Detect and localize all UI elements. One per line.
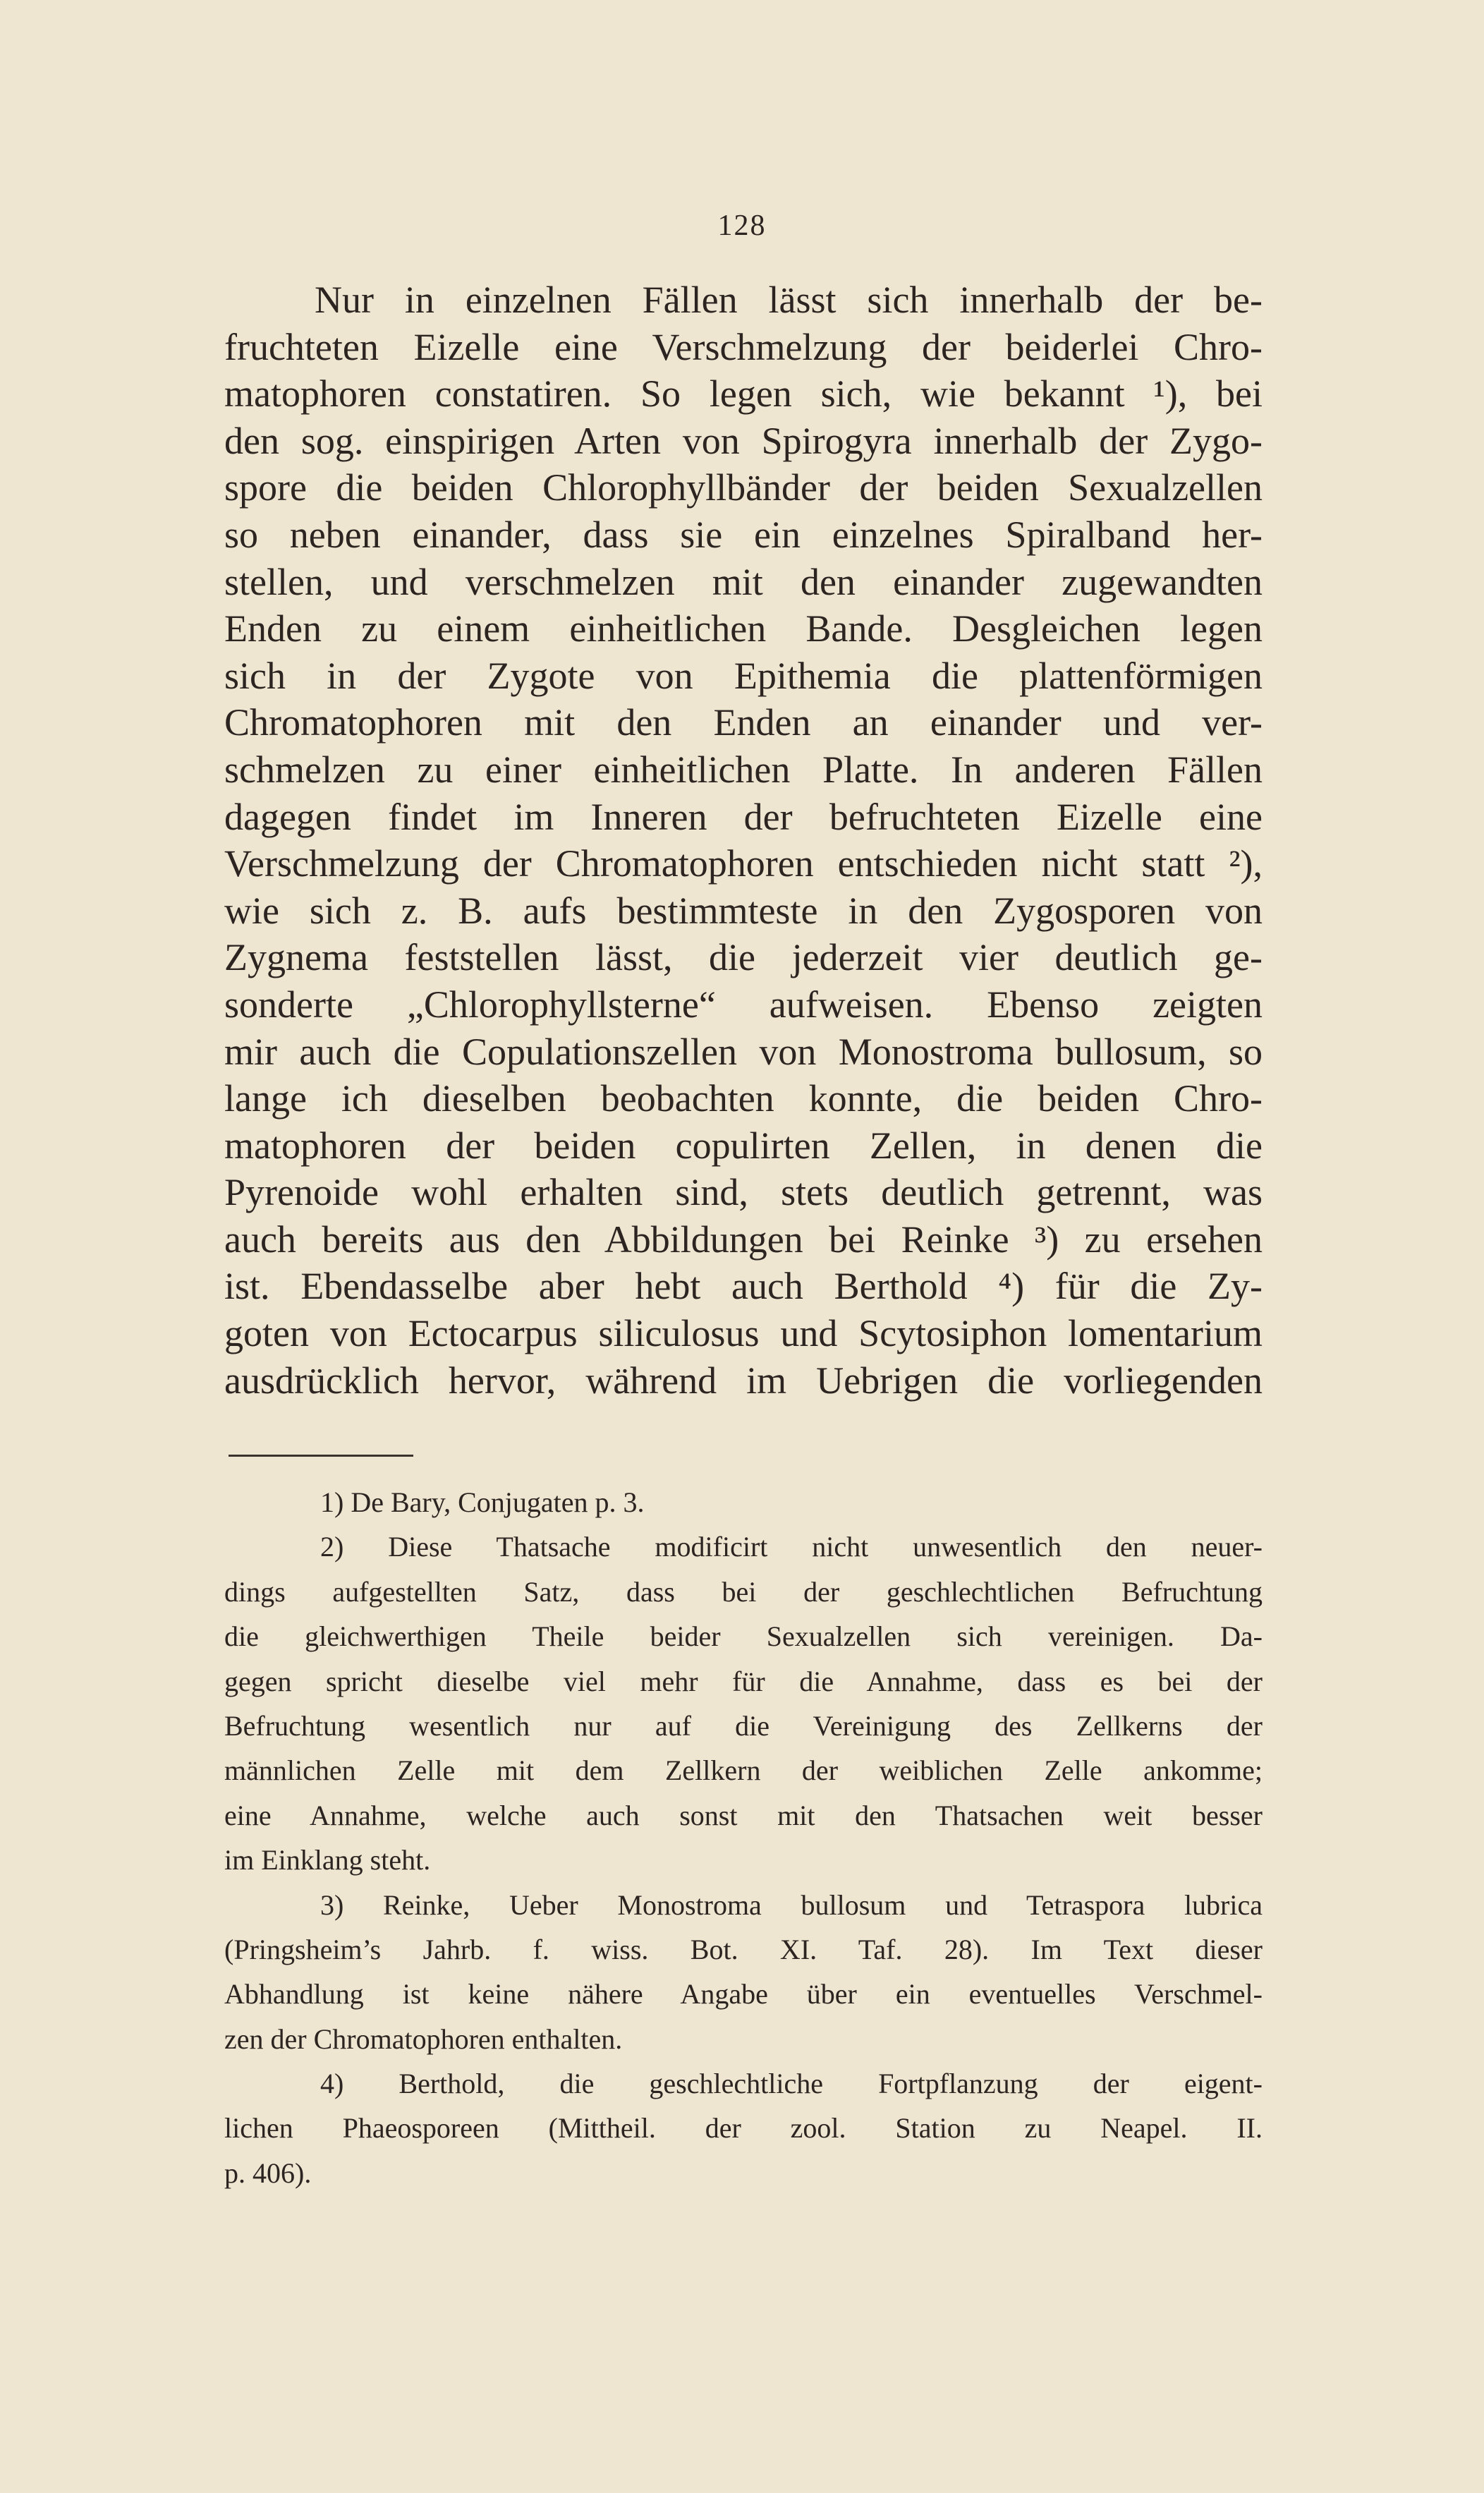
body-line: fruchteten Eizelle eine Verschmelzung der beiderlei Chro- <box>224 325 1263 368</box>
footnote-4-line: p. 406). <box>224 2157 312 2189</box>
body-line: mir auch die Copulationszellen von Monostroma bullosum, so <box>224 1030 1263 1073</box>
body-line: ausdrücklich hervor, während im Uebrigen die vorliegenden <box>224 1359 1263 1402</box>
body-line: matophoren der beiden copulirten Zellen, in denen die <box>224 1124 1263 1167</box>
body-line: wie sich z. B. aufs bestimmteste in den Zygosporen von <box>224 889 1263 932</box>
footnote-2-line: eine Annahme, welche auch sonst mit den Thatsachen weit besser <box>224 1799 1263 1831</box>
page-number: 128 <box>717 210 767 242</box>
body-line: goten von Ectocarpus siliculosus und Scytosiphon lomentarium <box>224 1312 1263 1355</box>
footnote-1: 1) De Bary, Conjugaten p. 3. <box>320 1486 645 1518</box>
footnotes <box>224 1480 1263 2195</box>
footnote-3-line: zen der Chromatophoren enthalten. <box>224 2022 623 2055</box>
body-line: sonderte „Chlorophyllsterne“ aufweisen. Ebenso zeigten <box>224 983 1263 1026</box>
footnote-2-line: dings aufgestellten Satz, dass bei der geschlechtlichen Befruchtung <box>224 1575 1263 1608</box>
footnote-divider <box>229 1455 413 1457</box>
body-line: Nur in einzelnen Fällen lässt sich innerhalb der be- <box>315 279 1263 321</box>
footnote-2-line: männlichen Zelle mit dem Zellkern der weiblichen Zelle ankomme; <box>224 1754 1263 1787</box>
footnote-2-line: 2) Diese Thatsache modificirt nicht unwesentlich den neuer- <box>320 1531 1263 1563</box>
footnote-3-line: (Pringsheim’s Jahrb. f. wiss. Bot. XI. Taf. 28). Im Text dieser <box>224 1933 1263 1965</box>
footnote-3-line: Abhandlung ist keine nähere Angabe über ein eventuelles Verschmel- <box>224 1978 1263 2010</box>
footnote-4-line: lichen Phaeosporeen (Mittheil. der zool. Station zu Neapel. II. <box>224 2112 1263 2145</box>
footnote-2-line: im Einklang steht. <box>224 1844 431 1876</box>
body-line: dagegen findet im Inneren der befruchteten Eizelle eine <box>224 795 1263 838</box>
footnote-2-line: die gleichwerthigen Theile beider Sexualzellen sich vereinigen. Da- <box>224 1620 1263 1653</box>
body-line: auch bereits aus den Abbildungen bei Reinke ³) zu ersehen <box>224 1218 1263 1261</box>
body-line: lange ich dieselben beobachten konnte, die beiden Chro- <box>224 1077 1263 1120</box>
footnote-4-line: 4) Berthold, die geschlechtliche Fortpflanzung der eigent- <box>320 2068 1263 2100</box>
body-line: stellen, und verschmelzen mit den einander zugewandten <box>224 560 1263 603</box>
body-line: Verschmelzung der Chromatophoren entschieden nicht statt ²), <box>224 842 1263 885</box>
body-text <box>224 277 1263 1404</box>
footnote-3-line: 3) Reinke, Ueber Monostroma bullosum und Tetraspora lubrica <box>320 1888 1263 1921</box>
footnote-2-line: gegen spricht dieselbe viel mehr für die Annahme, dass es bei der <box>224 1665 1263 1697</box>
body-line: Pyrenoide wohl erhalten sind, stets deutlich getrennt, was <box>224 1171 1263 1214</box>
body-line: so neben einander, dass sie ein einzelnes Spiralband her- <box>224 513 1263 556</box>
body-line: schmelzen zu einer einheitlichen Platte. In anderen Fällen <box>224 748 1263 791</box>
body-line: Zygnema feststellen lässt, die jederzeit vier deutlich ge- <box>224 936 1263 979</box>
body-line: ist. Ebendasselbe aber hebt auch Berthold ⁴) für die Zy- <box>224 1265 1263 1308</box>
body-line: matophoren constatiren. So legen sich, wie bekannt ¹), bei <box>224 372 1263 416</box>
body-line: Enden zu einem einheitlichen Bande. Desgleichen legen <box>224 607 1263 650</box>
body-line: den sog. einspirigen Arten von Spirogyra innerhalb der Zygo- <box>224 419 1263 462</box>
body-line: Chromatophoren mit den Enden an einander und ver- <box>224 701 1263 744</box>
footnote-2-line: Befruchtung wesentlich nur auf die Vereinigung des Zellkerns der <box>224 1709 1263 1742</box>
body-line: spore die beiden Chlorophyllbänder der beiden Sexualzellen <box>224 466 1263 509</box>
body-line: sich in der Zygote von Epithemia die plattenförmigen <box>224 654 1263 697</box>
